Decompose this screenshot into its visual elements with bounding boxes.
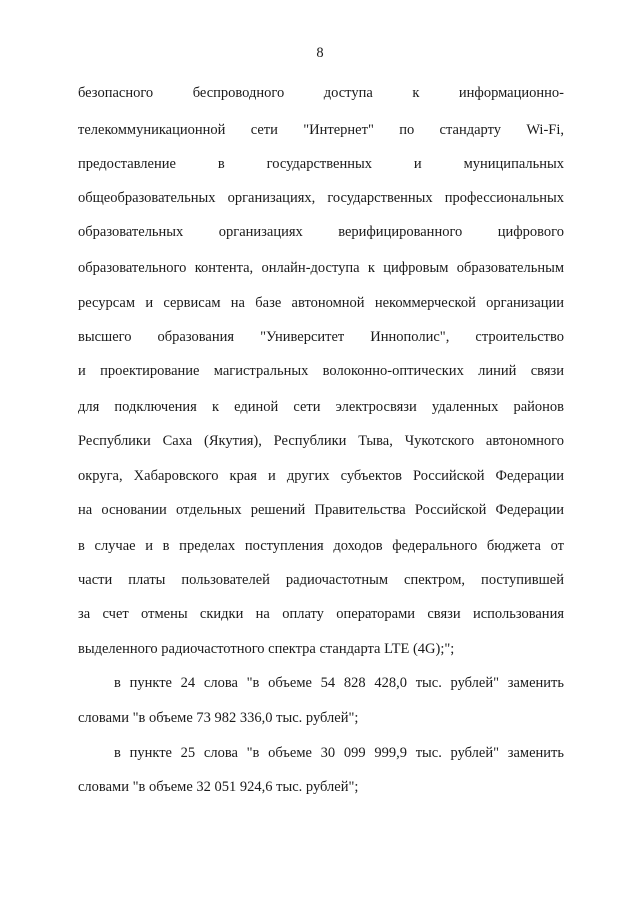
text-line: округа, Хабаровского края и других субъектов Российской Федерации — [78, 468, 564, 484]
text-line: образовательных организациях верифицированного цифрового — [78, 224, 564, 240]
text-line: общеобразовательных организациях, государственных профессиональных — [78, 190, 564, 206]
text-line: на основании отдельных решений Правительства Российской Федерации — [78, 502, 564, 518]
text-line: для подключения к единой сети электросвязи удаленных районов — [78, 399, 564, 415]
text-line: безопасного беспроводного доступа к информационно- — [78, 85, 564, 101]
text-line: словами "в объеме 32 051 924,6 тыс. рублей"; — [78, 779, 359, 795]
text-line: Республики Саха (Якутия), Республики Тыва, Чукотского автономного — [78, 433, 564, 449]
text-line: и проектирование магистральных волоконно-оптических линий связи — [78, 363, 564, 379]
text-line: образовательного контента, онлайн-доступа к цифровым образовательным — [78, 260, 564, 276]
text-line: телекоммуникационной сети "Интернет" по стандарту Wi-Fi, — [78, 122, 564, 138]
paragraph-first-line: в пункте 25 слова "в объеме 30 099 999,9 тыс. рублей" заменить — [114, 745, 564, 761]
text-line: части платы пользователей радиочастотным спектром, поступившей — [78, 572, 564, 588]
text-line: ресурсам и сервисам на базе автономной некоммерческой организации — [78, 295, 564, 311]
text-line: выделенного радиочастотного спектра стандарта LTE (4G);"; — [78, 641, 455, 657]
paragraph-first-line: в пункте 24 слова "в объеме 54 828 428,0 тыс. рублей" заменить — [114, 675, 564, 691]
text-line: в случае и в пределах поступления доходов федерального бюджета от — [78, 538, 564, 554]
text-line: предоставление в государственных и муниципальных — [78, 156, 564, 172]
text-line: высшего образования "Университет Иннополис", строительство — [78, 329, 564, 345]
text-line: за счет отмены скидки на оплату операторами связи использования — [78, 606, 564, 622]
text-line: словами "в объеме 73 982 336,0 тыс. рублей"; — [78, 710, 359, 726]
page-number: 8 — [316, 45, 324, 61]
